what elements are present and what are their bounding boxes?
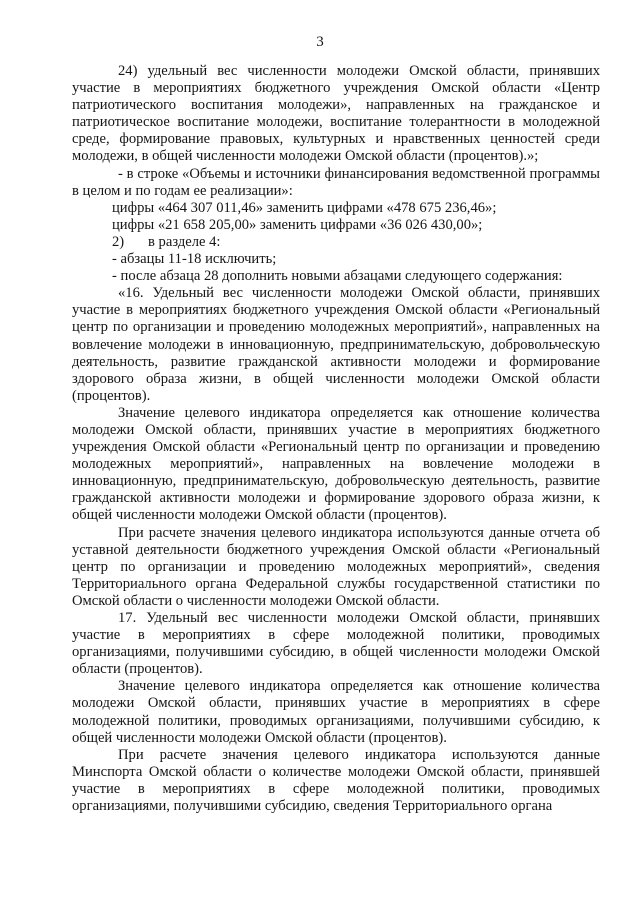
paragraph-indicator-17-value: Значение целевого индикатора определяется как отношение количества молодежи Омской области, принявших участие в мероприятиях в сфере молодежной политики, проводимых организациями, получившими субсидию, к общей численности молодежи Омской области (процентов). [72, 678, 600, 746]
paragraph-indicator-17-calc: При расчете значения целевого индикатора используются данные Минспорта Омской области о количестве молодежи Омской области, принявшей участие в мероприятиях в сфере молодежной политики, проводимых организациями, получившими субсидию, сведения Территориального органа [72, 746, 600, 815]
paragraph-indicator-16: «16. Удельный вес численности молодежи Омской области, принявших участие в мероприятиях бюджетного учреждения Омской области «Региональный центр по организации и проведению молодежных мероприятий», направленных на вовлечение молодежи в инновационную, предпринимательскую, добровольческую деятельность, развитие гражданской активности молодежи и формирование здорового образа жизни, в общей численности молодежи Омской области (процентов). [72, 285, 600, 404]
document-body [72, 63, 600, 815]
paragraph-figures-year: цифры «21 658 205,00» заменить цифрами «36 026 430,00»; [112, 216, 483, 233]
item-text: в разделе 4: [148, 233, 221, 250]
paragraph-indicator-17: 17. Удельный вес численности молодежи Омской области, принявших участие в мероприятиях в сфере молодежной политики, проводимых организациями, получившими субсидию, в общей численности молодежи Омской области (процентов). [72, 610, 600, 678]
paragraph-indicator-16-value: Значение целевого индикатора определяется как отношение количества молодежи Омской области, принявших участие в мероприятиях бюджетного учреждения Омской области «Региональный центр по организации и проведению молодежных мероприятий», направленных на вовлечение молодежи в инновационную, предпринимательскую, добровольческую деятельность, развитие гражданской активности молодежи и формирование здорового образа жизни, к общей численности молодежи Омской области (процентов). [72, 404, 600, 524]
paragraph-financing-row: - в строке «Объемы и источники финансирования ведомственной программы в целом и по годам ее реализации»: [72, 165, 600, 199]
paragraph-exclude: - абзацы 11-18 исключить; [112, 251, 277, 268]
paragraph-add-after: - после абзаца 28 дополнить новыми абзацами следующего содержания: [112, 268, 563, 285]
paragraph-figures-total: цифры «464 307 011,46» заменить цифрами «478 675 236,46»; [112, 199, 497, 216]
paragraph-item-2 [72, 234, 600, 251]
paragraph-indicator-16-calc: При расчете значения целевого индикатора используются данные отчета об уставной деятельности бюджетного учреждения Омской области «Региональный центр по организации и проведению молодежных мероприятий», сведения Территориального органа Федеральной службы государственной статистики по Омской области о численности молодежи Омской области. [72, 524, 600, 609]
page-number: 3 [316, 34, 324, 50]
paragraph-indicator-24: 24) удельный вес численности молодежи Омской области, принявших участие в мероприятиях бюджетного учреждения Омской области «Центр патриотического воспитания молодежи», направленных на гражданское и патриотическое воспитание молодежи, воспитание толерантности в молодежной среде, формирование правовых, культурных и нравственных ценностей среди молодежи, в общей численности молодежи Омской области (процентов).»; [72, 63, 600, 165]
item-number: 2) [112, 233, 125, 250]
